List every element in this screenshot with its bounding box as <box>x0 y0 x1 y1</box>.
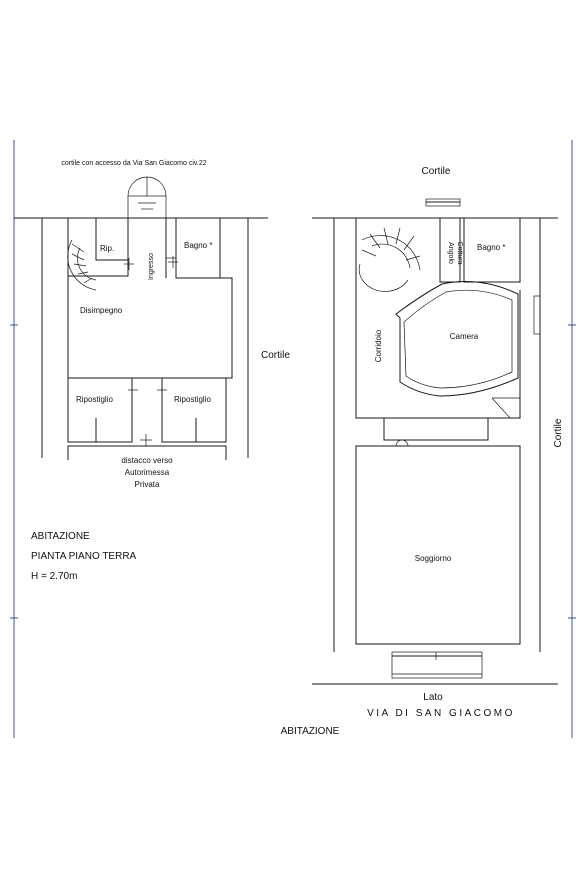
room-label-angolo: Angolo <box>447 242 454 264</box>
courtyard-label-ground: Cortile <box>261 350 290 361</box>
ground-floor-plan <box>14 177 268 460</box>
distance-note-line-1: distacco verso <box>121 456 173 465</box>
room-label-ingresso: Ingresso <box>148 253 155 280</box>
entrance-door-symbol <box>128 177 166 218</box>
legend-title: ABITAZIONE <box>31 531 90 542</box>
access-note: cortile con accesso da Via San Giacomo civ.22 <box>61 160 207 167</box>
room-label-corridoio: Corridoio <box>374 329 383 363</box>
street-name-label: VIA DI SAN GIACOMO <box>367 708 515 719</box>
drawing-frame <box>10 140 576 738</box>
upper-spiral-stair <box>359 228 420 291</box>
room-label-camera: Camera <box>449 332 479 341</box>
room-label-ripostiglio-right: Ripostiglio <box>174 395 211 404</box>
room-label-bagno-upper: Bagno * <box>477 243 506 252</box>
room-label-ripostiglio-left: Ripostiglio <box>76 395 113 404</box>
ground-spiral-stair <box>68 240 96 290</box>
courtyard-label-top: Cortile <box>421 166 451 177</box>
legend-height: H = 2.70m <box>31 571 78 582</box>
distance-note-line-3: Privata <box>134 480 160 489</box>
upper-floor-plan <box>312 199 558 684</box>
room-label-disimpegno: Disimpegno <box>80 306 123 315</box>
distance-note-line-2: Autorimessa <box>124 468 170 477</box>
street-side-label: Lato <box>423 692 443 703</box>
footer-title: ABITAZIONE <box>280 726 340 737</box>
legend-subtitle: PIANTA PIANO TERRA <box>31 551 137 562</box>
room-label-cottura: Cottura <box>456 241 463 265</box>
room-label-soggiorno: Soggiorno <box>414 554 452 563</box>
courtyard-label-side: Cortile <box>553 418 564 448</box>
room-label-bagno-ground: Bagno * <box>184 241 213 250</box>
room-label-rip: Rip. <box>100 244 115 253</box>
